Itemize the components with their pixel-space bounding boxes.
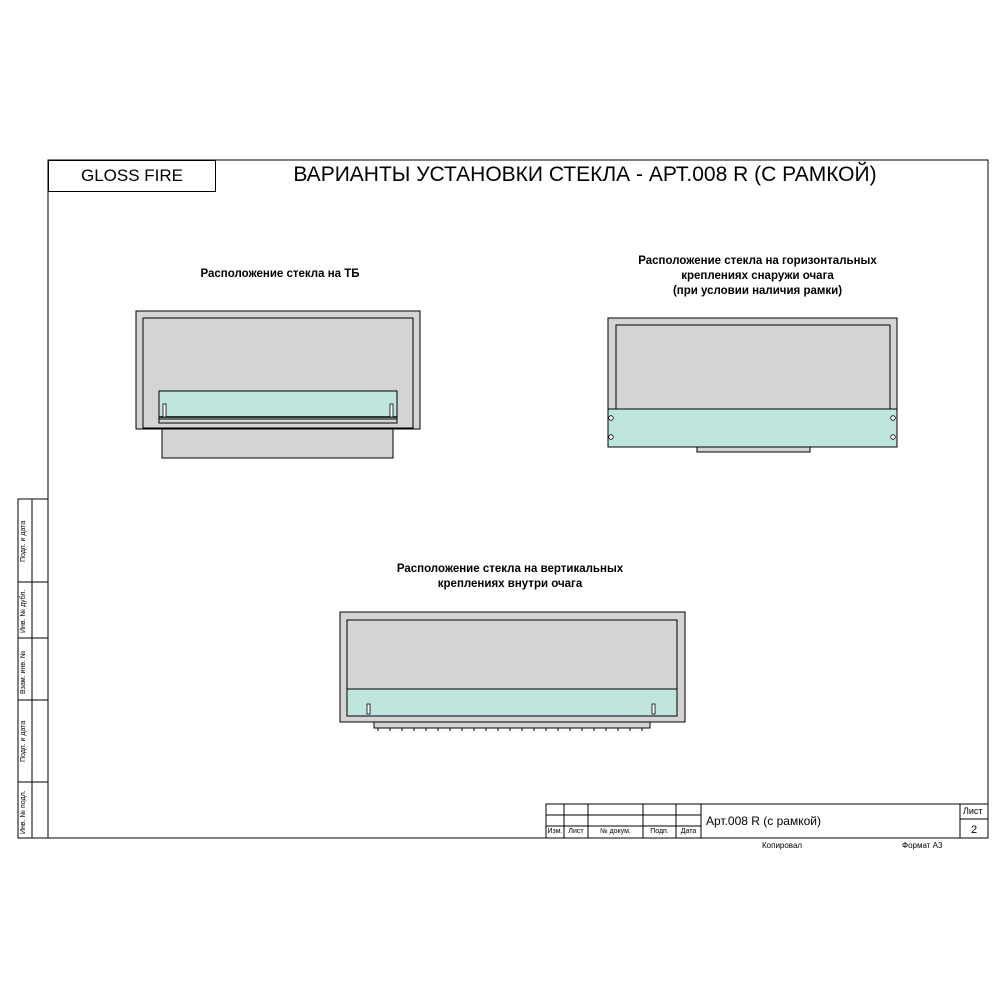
page-title: ВАРИАНТЫ УСТАНОВКИ СТЕКЛА - АРТ.008 R (С РАМКОЙ) [293,163,877,186]
view2-caption-line: (при условии наличия рамки) [672,285,843,297]
glass-panel [608,409,897,447]
format-label: Формат А3 [902,841,943,850]
view-glass-inside [340,612,685,731]
tb-col-header: Дата [680,828,697,835]
view-glass-outside [608,318,897,452]
tb-col-header: Подп. [650,828,669,835]
view3-caption [350,562,670,592]
sheet-number: 2 [971,824,978,836]
glass-panel [159,391,397,419]
tb-col-header: Лист [568,828,584,835]
tb-col-header: № докум. [600,828,631,835]
copied-label: Копировал [762,841,803,850]
glass-panel [347,689,677,716]
tb-col-header: Изм. [547,828,563,835]
view2-caption-line: Расположение стекла на горизонтальных [638,255,877,267]
view2-caption [600,254,915,299]
view-glass-on-tb [136,311,420,458]
document-name: Арт.008 R (с рамкой) [706,814,821,828]
view3-caption-line: креплениях внутри очага [437,578,583,590]
view1-caption: Расположение стекла на ТБ [200,268,360,280]
sheet-label: Лист [963,806,983,816]
view2-caption-line: креплениях снаружи очага [681,270,834,282]
brand-label: GLOSS FIRE [48,160,216,192]
view3-caption-line: Расположение стекла на вертикальных [396,563,624,575]
